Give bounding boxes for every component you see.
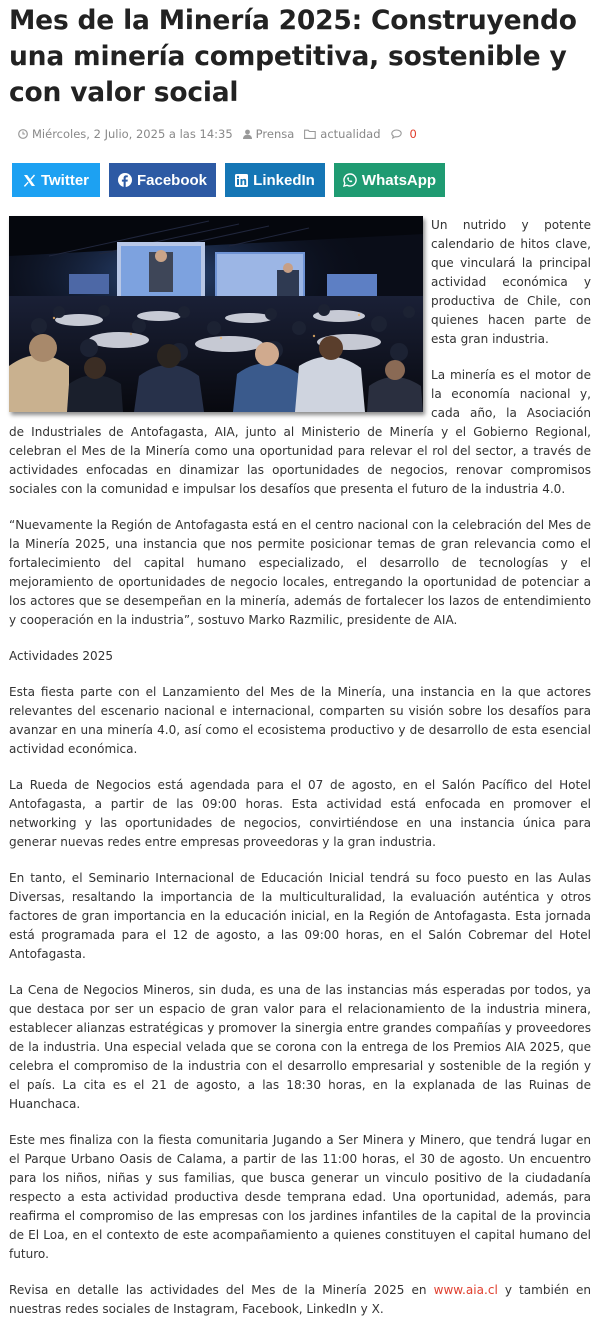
post-author[interactable]: Prensa [243, 127, 295, 141]
article-photo[interactable] [9, 216, 423, 412]
paragraph-2: La minería es el motor de la economía nacional y, cada año, la Asociación de Industriales de Antofagasta, AIA, junto al Ministerio de Minería y el Gobierno Regional, celebran el Mes de la Minería como una oportunidad para relevar el rol del sector, a través de actividades enfocadas en dinamizar las oportunidades de negocios, renovar compromisos sociales con la comunidad e impulsar los desafíos que presenta el futuro de la industria 4.0. [9, 368, 591, 496]
x-logo-icon [23, 174, 36, 187]
share-linkedin-button[interactable]: LinkedIn [225, 163, 325, 197]
paragraph-6: La Rueda de Negocios está agendada para el 07 de agosto, en el Salón Pacífico del Hotel Antofagasta, a partir de las 09:00 horas. Esta actividad está enfocada en promover el networking y las oportunidades de negocios, convirtiéndose en una instancia única para generar nuevas redes entre empresas proveedoras y la gran industria. [9, 778, 591, 849]
linkedin-logo-icon [235, 174, 248, 187]
page-title: Mes de la Minería 2025: Construyendo una minería competitiva, sostenible y con valor social [9, 5, 577, 108]
paragraph-closing [9, 1281, 591, 1319]
paragraph-5: Esta fiesta parte con el Lanzamiento del Mes de la Minería, una instancia en la que actores relevantes del escenario nacional e internacional, comparten su visión sobre los desafíos para avanzar en una minería 4.0, así como el ecosistema productivo y de desarrollo de esta esencial actividad económica. [9, 685, 591, 756]
paragraph-7: En tanto, el Seminario Internacional de Educación Inicial tendrá su foco puesto en las Aulas Diversas, resaltando la importancia de la multiculturalidad, la evaluación auténtica y otros factores de gran importancia en la educación inicial, en la Región de Antofagasta. Esta jornada está programada para el 12 de agosto, a las 09:00 horas, en el Salón Cobremar del Hotel Antofagasta. [9, 871, 591, 961]
share-facebook-button[interactable]: Facebook [109, 163, 216, 197]
post-category[interactable]: actualidad [304, 127, 380, 141]
section-heading: Actividades 2025 [9, 649, 114, 663]
folder-icon [304, 129, 316, 139]
post-date: Miércoles, 2 Julio, 2025 a las 14:35 [18, 127, 233, 141]
share-buttons [9, 163, 591, 198]
facebook-logo-icon [118, 173, 132, 187]
paragraph-9: Este mes finaliza con la fiesta comunitaria Jugando a Ser Minera y Minero, que tendrá lugar en el Parque Urbano Oasis de Calama, a partir de las 11:00 horas, el 30 de agosto. Un encuentro para los niños, niñas y sus familias, que busca generar un vinculo positivo de la ciudadanía respecto a esta actividad productiva desde temprana edad. Una oportunidad, además, para reafirma el compromiso de las empresas con los jardines infantiles de la capital de la provincia de El Loa, en el contexto de este acompañamiento a quienes constituyen el capital humano del futuro. [9, 1133, 591, 1261]
paragraph-intro: Un nutrido y potente calendario de hitos clave, que vinculará la principal actividad económica y productiva de Chile, con quienes hacen parte de esta gran industria. [431, 218, 591, 346]
comment-icon [391, 129, 402, 139]
event-photo-image [9, 216, 423, 412]
closing-text-pre: Revisa en detalle las actividades del Mes de la Minería 2025 en [9, 1283, 434, 1297]
post-comments[interactable]: 0 [391, 127, 417, 141]
share-whatsapp-button[interactable]: WhatsApp [334, 163, 445, 197]
whatsapp-logo-icon [343, 173, 357, 187]
paragraph-8: La Cena de Negocios Mineros, sin duda, es una de las instancias más esperadas por todos, ya que destaca por ser un espacio de gran valor para el relacionamiento de la industria minera, establecer alianzas estratégicas y promover la sinergia entre grandes compañías y proveedores de la industria. Una especial velada que se corona con la entrega de los Premios AIA 2025, que celebra el compromiso de la industria con el desarrollo empresarial y sostenible de la región y el país. La cita es el 21 de agosto, a las 18:30 horas, en la explanada de las Ruinas de Huanchaca. [9, 983, 591, 1111]
post-meta [9, 125, 591, 143]
paragraph-quote: “Nuevamente la Región de Antofagasta está en el centro nacional con la celebración del Mes de la Minería 2025, una instancia que nos permite posicionar temas de gran relevancia como el fortalecimiento del capital humano especializado, el desarrollo de tecnologías y el mejoramiento de oportunidades de negocio locales, entregando la oportunidad de potenciar a los actores que se desempeñan en la minería, además de fortalecer los lazos de entendimiento y cooperación en la industria”, sostuvo Marko Razmilic, presidente de AIA. [9, 518, 591, 627]
user-icon [243, 129, 252, 139]
closing-text-post: y también en nuestras redes sociales de Instagram, Facebook, LinkedIn y X. [9, 1283, 591, 1316]
share-twitter-button[interactable]: Twitter [12, 163, 100, 197]
article-body [9, 216, 591, 1319]
clock-icon [18, 129, 28, 139]
aia-website-link[interactable]: www.aia.cl [433, 1283, 498, 1297]
